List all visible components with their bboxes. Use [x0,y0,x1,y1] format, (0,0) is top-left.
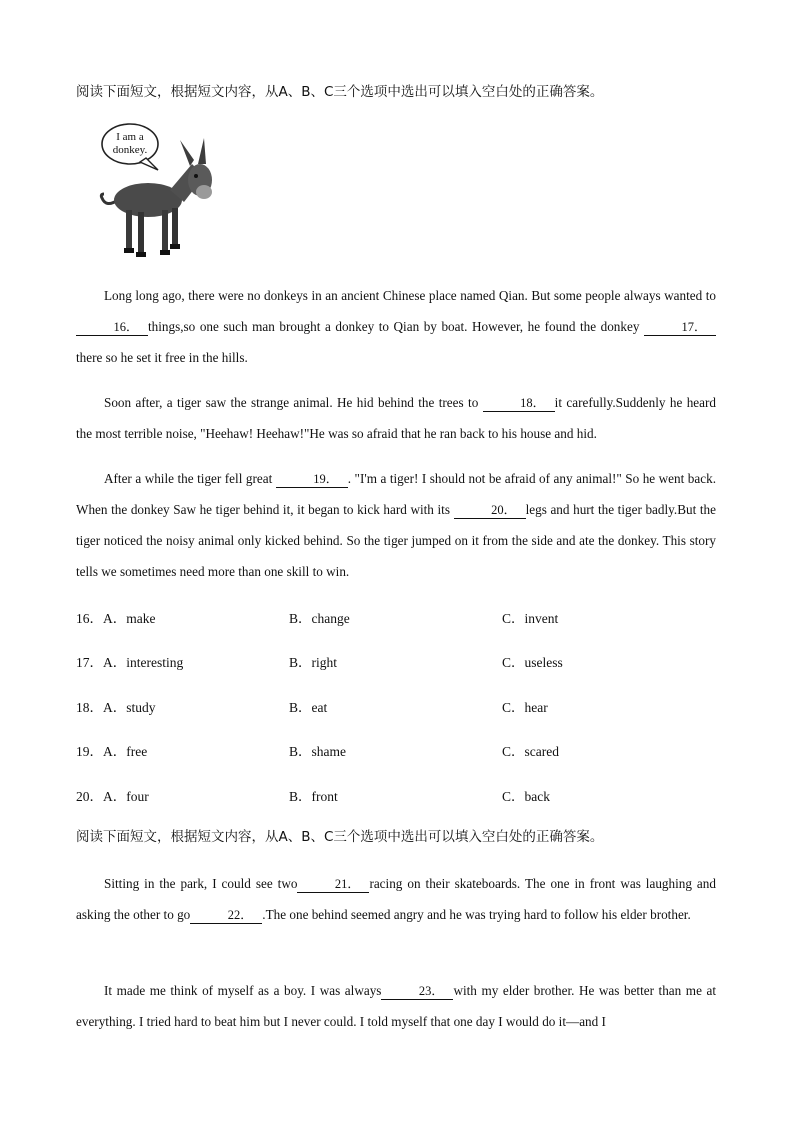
option-19-b[interactable]: B．shame [289,744,346,759]
passage1-paragraph1: Long long ago, there were no donkeys in an ancient Chinese place named Qian. But some people always wanted to16． things,so one such man brought a donkey to Qian by boat. However, he found the donkey 17．there so he set it free in the hills. [76,288,716,365]
blank-16[interactable]: 16． [76,320,148,336]
question-row-17 [76,651,716,671]
blank-18[interactable]: 18． [483,396,555,412]
option-18-c[interactable]: C．hear [502,700,548,715]
bubble-text-line2: donkey. [112,144,148,156]
question-row-16 [76,607,716,627]
option-16-c[interactable]: C．invent [502,611,559,626]
blank-23[interactable]: 23． [381,984,453,1000]
passage1-paragraph3: After a while the tiger fell great 19． . "I'm a tiger! I should not be afraid of any animal!" So he went back. When the donkey Saw he tiger behind it, it began to kick hard with its 20． legs and hurt the tiger badly.But the tiger noticed the noisy animal only kicked behind. So the tiger jumped on it from the side and ate the donkey. This story tells we sometimes need more than one skill to win. [76,471,716,579]
passage1-paragraph2: Soon after, a tiger saw the strange animal. He hid behind the trees to 18． it carefully.Suddenly he heard the most terrible noise, "Heehaw! Heehaw!"He was so afraid that he ran back to his house and hid. [76,395,716,441]
question-row-18 [76,696,716,716]
option-16-a[interactable]: 16．A．make [76,611,156,626]
bubble-text-line1: I am a [116,131,144,143]
option-19-a[interactable]: 19．A．free [76,744,148,759]
option-18-b[interactable]: B．eat [289,700,328,715]
blank-20[interactable]: 20． [454,503,526,519]
option-16-b[interactable]: B．change [289,611,350,626]
option-19-c[interactable]: C．scared [502,744,559,759]
blank-19[interactable]: 19． [276,472,348,488]
option-20-b[interactable]: B．front [289,789,338,804]
donkey-illustration [96,118,220,262]
option-17-b[interactable]: B．right [289,655,338,670]
question-row-20 [76,785,716,805]
passage2-paragraph2: It made me think of myself as a boy. I was always 23． with my elder brother. He was better than me at everything. I tried hard to beat him but I never could. I told myself that one day I would do it—and I [76,983,716,1029]
section2-instruction: 阅读下面短文，根据短文内容，从A、B、C三个选项中选出可以填入空白处的正确答案。 [76,829,604,845]
option-20-c[interactable]: C．back [502,789,550,804]
question-row-19 [76,740,716,760]
blank-22[interactable]: 22． [190,908,262,924]
option-20-a[interactable]: 20．A．four [76,789,149,804]
passage2-paragraph1: Sitting in the park, I could see two 21． racing on their skateboards. The one in front was laughing and asking the other to go 22． .The one behind seemed angry and he was trying hard to follow his elder brother. [76,876,716,922]
option-17-a[interactable]: 17．A．interesting [76,655,184,670]
section1-instruction: 阅读下面短文，根据短文内容，从A、B、C三个选项中选出可以填入空白处的正确答案。 [76,84,604,100]
option-18-a[interactable]: 18．A．study [76,700,156,715]
blank-17[interactable]: 17． [644,320,716,336]
blank-21[interactable]: 21． [297,877,369,893]
option-17-c[interactable]: C．useless [502,655,563,670]
